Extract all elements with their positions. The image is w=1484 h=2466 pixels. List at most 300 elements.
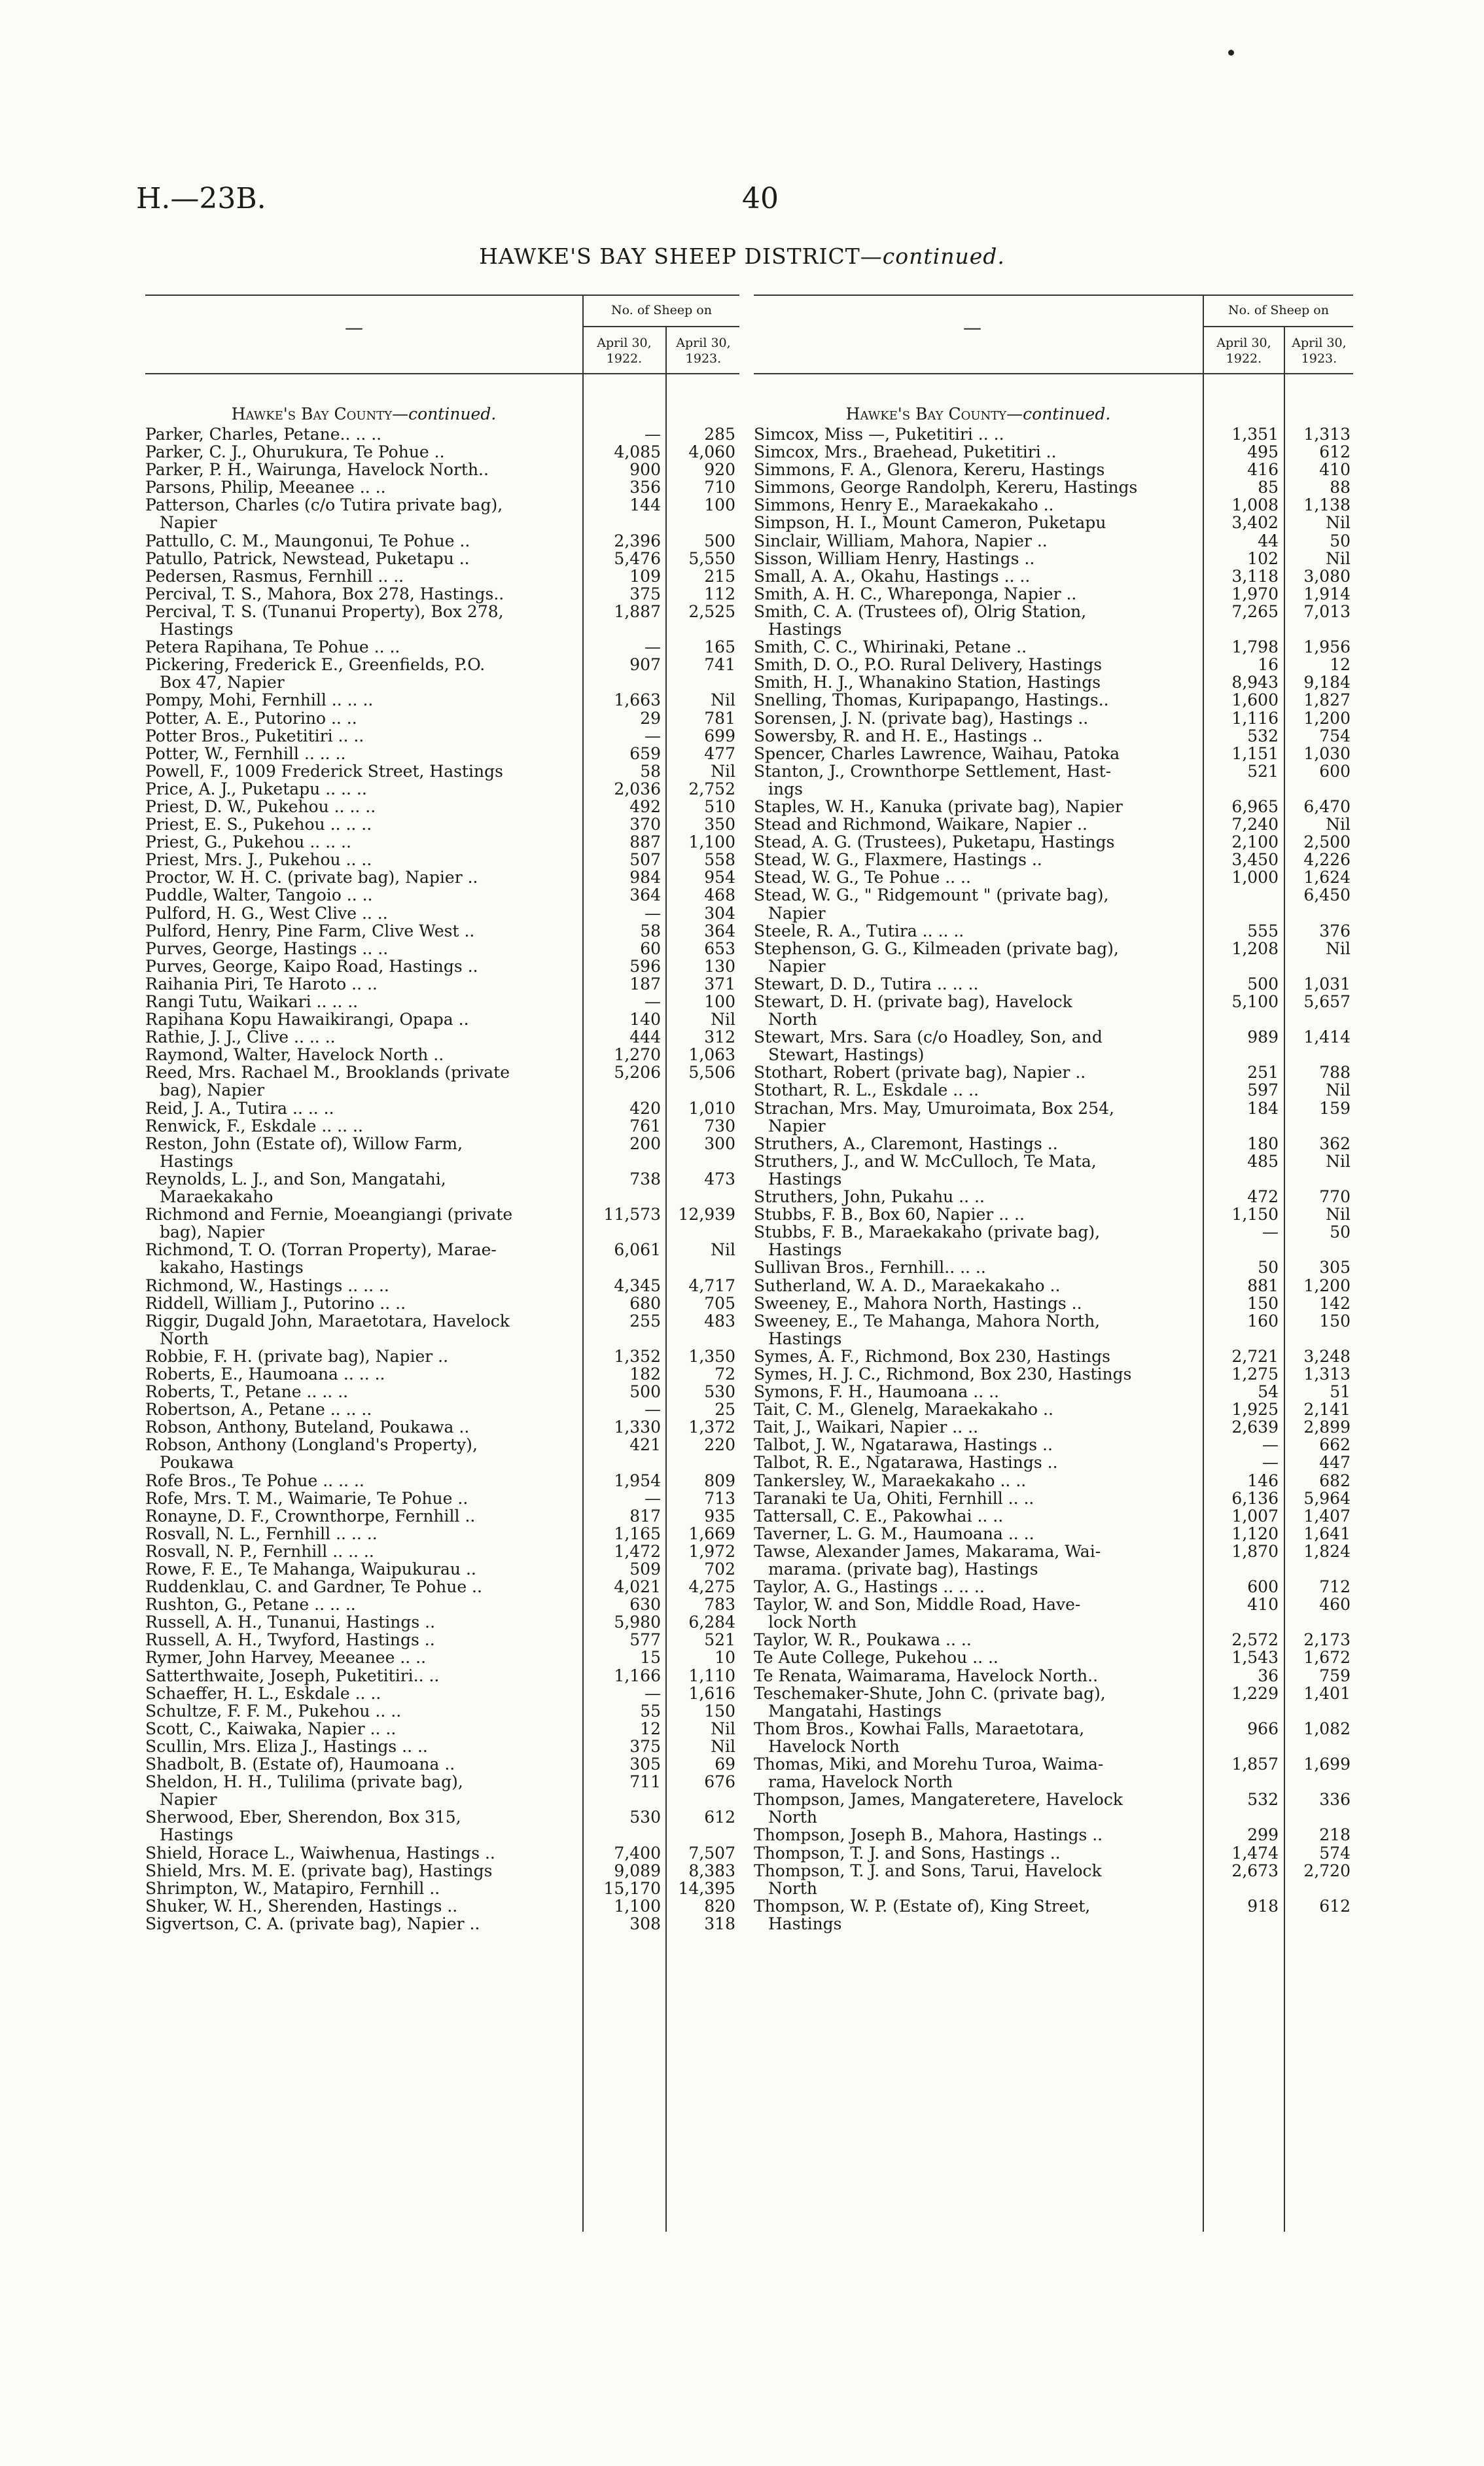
table-row xyxy=(145,461,739,478)
sheep-1922: 1,663 xyxy=(614,690,661,710)
table-row xyxy=(145,815,739,833)
entry-line: Stewart, D. D., Tutira .. .. .. xyxy=(754,974,979,993)
entry-continuation: Napier xyxy=(768,1116,826,1135)
sheep-1922: 500 xyxy=(629,1382,661,1402)
entry-line: Satterthwaite, Joseph, Puketitiri.. .. xyxy=(145,1666,440,1685)
row-name xyxy=(145,1365,574,1383)
entry-line: Priest, G., Pukehou .. .. .. xyxy=(145,832,351,852)
sheep-1923: Nil xyxy=(1326,1081,1351,1100)
entry-line: Thompson, T. J. and Sons, Hastings .. xyxy=(754,1843,1061,1863)
sheep-1922: 150 xyxy=(1247,1293,1279,1313)
row-name xyxy=(754,1826,1195,1844)
sheep-1923: Nil xyxy=(711,1719,735,1738)
entry-continuation: North xyxy=(768,1878,818,1898)
table-row xyxy=(754,1454,1353,1471)
row-name xyxy=(145,1649,574,1666)
table-row xyxy=(754,1490,1353,1507)
sheep-1923: 7,507 xyxy=(688,1843,735,1863)
sheep-1922: 1,600 xyxy=(1231,690,1279,710)
table-row xyxy=(145,656,739,691)
table-row xyxy=(754,833,1353,851)
entry-continuation: North xyxy=(768,1808,818,1827)
row-name xyxy=(754,851,1195,868)
section-heading: Hawke's Bay County—continued. xyxy=(231,404,497,423)
row-name xyxy=(145,1401,574,1418)
row-name xyxy=(145,1295,574,1312)
table-row xyxy=(754,727,1353,745)
table-row xyxy=(754,1206,1353,1223)
table-row xyxy=(754,1223,1353,1259)
entry-line: Thomas, Miki, and Morehu Turoa, Waima- xyxy=(754,1755,1104,1774)
entry-line: Taranaki te Ua, Ohiti, Fernhill .. .. xyxy=(754,1488,1034,1508)
table-row xyxy=(145,425,739,443)
table-row xyxy=(754,1312,1353,1348)
entry-line: Schaeffer, H. L., Eskdale .. .. xyxy=(145,1683,381,1703)
sheep-1922: 887 xyxy=(629,832,661,852)
row-name xyxy=(754,1401,1195,1418)
entry-continuation: Napier xyxy=(160,1790,217,1810)
entry-continuation: Hastings xyxy=(160,620,234,639)
entry-line: Taylor, W. and Son, Middle Road, Have- xyxy=(754,1595,1081,1615)
entry-line: Thompson, W. P. (Estate of), King Street, xyxy=(754,1896,1091,1916)
sheep-1922: 102 xyxy=(1247,548,1279,568)
sheep-1922: 375 xyxy=(629,1736,661,1756)
sheep-1922: 1,165 xyxy=(614,1524,661,1543)
table-row xyxy=(145,1578,739,1596)
entry-line: Purves, George, Hastings .. .. xyxy=(145,938,389,958)
row-name xyxy=(754,1631,1195,1649)
row-name xyxy=(145,585,574,603)
table-row xyxy=(145,1631,739,1649)
row-name xyxy=(754,1649,1195,1666)
left-table xyxy=(145,295,739,2284)
sheep-1922: — xyxy=(645,992,661,1011)
row-name xyxy=(754,1188,1195,1206)
table-row xyxy=(145,478,739,496)
row-name xyxy=(754,1543,1195,1578)
sheep-1923: 1,914 xyxy=(1303,584,1351,603)
sheep-1922: 881 xyxy=(1247,1276,1279,1295)
table-row xyxy=(145,585,739,603)
entry-line: Stanton, J., Crownthorpe Settlement, Hast- xyxy=(754,761,1112,781)
row-name xyxy=(754,603,1195,638)
sheep-1922: 1,925 xyxy=(1231,1400,1279,1420)
table-row xyxy=(145,886,739,904)
sheep-1922: 305 xyxy=(629,1755,661,1774)
entry-line: Proctor, W. H. C. (private bag), Napier .. xyxy=(145,868,478,887)
sheep-1922: 1,000 xyxy=(1231,868,1279,887)
row-name xyxy=(145,1613,574,1631)
table-row xyxy=(145,780,739,798)
sheep-1923: 1,110 xyxy=(688,1666,735,1685)
entry-line: Rymer, John Harvey, Meeanee .. .. xyxy=(145,1648,427,1668)
table-row xyxy=(145,1365,739,1383)
sheep-1922: 1,474 xyxy=(1231,1843,1279,1863)
sheep-1922: 3,118 xyxy=(1231,566,1279,586)
row-name xyxy=(145,1206,574,1241)
row-name xyxy=(145,1844,574,1862)
table-row xyxy=(145,1010,739,1028)
table-row xyxy=(145,1667,739,1685)
sheep-1922: 364 xyxy=(629,885,661,905)
sheep-1923: 510 xyxy=(704,796,735,816)
entry-line: Russell, A. H., Tunanui, Hastings .. xyxy=(145,1613,436,1632)
sheep-1923: 51 xyxy=(1330,1382,1351,1402)
table-row xyxy=(145,1241,739,1276)
sheep-1923: 1,669 xyxy=(688,1524,735,1543)
page-title: HAWKE'S BAY SHEEP DISTRICT—continued. xyxy=(479,243,1005,269)
entry-line: Taylor, A. G., Hastings .. .. .. xyxy=(754,1577,985,1597)
sheep-1922: 1,543 xyxy=(1231,1648,1279,1668)
sheep-1922: 1,007 xyxy=(1231,1506,1279,1526)
entry-line: Sweeney, E., Mahora North, Hastings .. xyxy=(754,1293,1082,1313)
table-row xyxy=(754,1596,1353,1631)
entry-line: Sisson, William Henry, Hastings .. xyxy=(754,548,1035,568)
sheep-1923: 710 xyxy=(704,478,735,497)
sheep-1922: 630 xyxy=(629,1595,661,1615)
table-top-rule xyxy=(145,295,739,296)
sheep-1923: 483 xyxy=(704,1311,735,1331)
entry-line: Stewart, D. H. (private bag), Havelock xyxy=(754,992,1072,1011)
entry-line: Potter, W., Fernhill .. .. .. xyxy=(145,743,346,763)
entry-line: Priest, D. W., Pukehou .. .. .. xyxy=(145,796,376,816)
table-row xyxy=(145,1063,739,1099)
table-row xyxy=(754,1383,1353,1401)
row-name xyxy=(754,1383,1195,1401)
entry-line: Sweeney, E., Te Mahanga, Mahora North, xyxy=(754,1311,1101,1331)
table-row xyxy=(754,603,1353,638)
row-name xyxy=(754,1259,1195,1276)
sheep-1922: 1,166 xyxy=(614,1666,661,1685)
row-name xyxy=(145,1525,574,1543)
row-name xyxy=(145,1046,574,1063)
entry-continuation: Box 47, Napier xyxy=(160,673,285,692)
sheep-1922: 85 xyxy=(1258,478,1279,497)
row-name xyxy=(145,1667,574,1685)
entry-line: Priest, E. S., Pukehou .. .. .. xyxy=(145,815,372,834)
sheep-1922: 6,965 xyxy=(1231,796,1279,816)
entry-line: Smith, D. O., P.O. Rural Delivery, Hastings xyxy=(754,655,1103,675)
row-name xyxy=(145,443,574,461)
table-row xyxy=(754,1507,1353,1525)
entry-continuation: Hastings xyxy=(768,1169,842,1188)
row-name xyxy=(145,1507,574,1525)
entry-line: Potter Bros., Puketitiri .. .. xyxy=(145,726,364,745)
row-name xyxy=(754,1277,1195,1295)
sheep-1922: 1,229 xyxy=(1231,1683,1279,1703)
sheep-1923: 6,284 xyxy=(688,1613,735,1632)
entry-continuation: Poukawa xyxy=(160,1453,234,1473)
table-row xyxy=(754,1153,1353,1188)
sheep-1922: 918 xyxy=(1247,1896,1279,1916)
table-row xyxy=(145,1046,739,1063)
row-name xyxy=(754,745,1195,762)
table-row xyxy=(145,1170,739,1206)
entry-line: Rapihana Kopu Hawaikirangi, Opapa .. xyxy=(145,1010,469,1029)
row-name xyxy=(145,603,574,638)
sheep-1922: 15 xyxy=(640,1648,661,1668)
row-name xyxy=(145,1418,574,1436)
sheep-1923: 300 xyxy=(704,1134,735,1153)
entry-line: Talbot, R. E., Ngatarawa, Hastings .. xyxy=(754,1453,1058,1473)
entry-line: Taverner, L. G. M., Haumoana .. .. xyxy=(754,1524,1034,1543)
entry-continuation: lock North xyxy=(768,1613,857,1632)
row-name xyxy=(754,550,1195,567)
table-row xyxy=(754,1897,1353,1933)
header-col-1922: April 30, 1922. xyxy=(597,336,652,366)
table-row xyxy=(754,940,1353,975)
table-row xyxy=(754,815,1353,833)
row-name xyxy=(754,1596,1195,1631)
sheep-1923: 364 xyxy=(704,921,735,940)
row-name xyxy=(145,815,574,833)
table-row xyxy=(145,1312,739,1348)
sheep-1922: — xyxy=(645,903,661,923)
sheep-1922: 16 xyxy=(1258,655,1279,675)
sheep-1923: 6,470 xyxy=(1303,796,1351,816)
table-row xyxy=(145,1099,739,1117)
sheep-1922: 761 xyxy=(629,1116,661,1135)
table-row xyxy=(754,691,1353,709)
table-row xyxy=(145,904,739,922)
sheep-1922: 2,639 xyxy=(1231,1418,1279,1437)
sheep-1923: 1,372 xyxy=(688,1418,735,1437)
sheep-1922: 251 xyxy=(1247,1063,1279,1082)
sheep-1923: 72 xyxy=(715,1364,735,1384)
sheep-1922: 36 xyxy=(1258,1666,1279,1685)
row-name xyxy=(754,673,1195,691)
sheep-1923: 699 xyxy=(704,726,735,745)
entry-line: Robson, Anthony, Buteland, Poukawa .. xyxy=(145,1418,470,1437)
table-row xyxy=(145,1738,739,1755)
entry-line: Parker, C. J., Ohurukura, Te Pohue .. xyxy=(145,442,445,462)
sheep-1922: 1,100 xyxy=(614,1896,661,1916)
table-row xyxy=(754,1401,1353,1418)
sheep-1923: 312 xyxy=(704,1028,735,1047)
row-name xyxy=(754,514,1195,531)
sheep-1922: 29 xyxy=(640,708,661,728)
table-row xyxy=(754,1826,1353,1844)
table-row xyxy=(754,1295,1353,1312)
entry-line: Roberts, E., Haumoana .. .. .. xyxy=(145,1364,385,1384)
entry-line: Purves, George, Kaipo Road, Hastings .. xyxy=(145,956,478,976)
row-name xyxy=(754,1081,1195,1099)
table-row xyxy=(145,993,739,1010)
row-name xyxy=(145,1170,574,1206)
sheep-1922: 444 xyxy=(629,1028,661,1047)
row-name xyxy=(145,425,574,443)
entry-line: Struthers, John, Pukahu .. .. xyxy=(754,1187,985,1207)
sheep-1923: 150 xyxy=(704,1701,735,1721)
sheep-1923: 3,248 xyxy=(1303,1346,1351,1366)
entry-line: Pulford, Henry, Pine Farm, Clive West .. xyxy=(145,921,475,940)
sheep-1923: 783 xyxy=(704,1595,735,1615)
row-name xyxy=(145,833,574,851)
sheep-1922: — xyxy=(1262,1223,1279,1242)
sheep-1923: 2,173 xyxy=(1303,1630,1351,1650)
row-name xyxy=(145,762,574,780)
sheep-1923: 14,395 xyxy=(678,1878,735,1898)
table-row xyxy=(145,691,739,709)
sheep-1923: 4,275 xyxy=(688,1577,735,1597)
table-row xyxy=(145,922,739,940)
sheep-1922: 1,151 xyxy=(1231,743,1279,763)
entry-line: Shuker, W. H., Sherenden, Hastings .. xyxy=(145,1896,458,1916)
entry-line: Richmond, W., Hastings .. .. .. xyxy=(145,1276,389,1295)
table-row xyxy=(145,1844,739,1862)
sheep-1923: 165 xyxy=(704,637,735,657)
sheep-1923: 218 xyxy=(1319,1825,1351,1845)
table-row xyxy=(145,1135,739,1170)
row-name xyxy=(754,1418,1195,1436)
sheep-1922: 146 xyxy=(1247,1471,1279,1490)
entry-line: Symes, H. J. C., Richmond, Box 230, Hastings xyxy=(754,1364,1132,1384)
table-row xyxy=(754,585,1353,603)
row-name xyxy=(754,1223,1195,1259)
entry-line: Smith, C. C., Whirinaki, Petane .. xyxy=(754,637,1027,657)
sheep-1923: 612 xyxy=(704,1808,735,1827)
sheep-1923: 6,450 xyxy=(1303,885,1351,905)
row-name xyxy=(754,1153,1195,1188)
sheep-1922: 7,240 xyxy=(1231,815,1279,834)
table-row xyxy=(754,567,1353,585)
table-row xyxy=(145,727,739,745)
row-name xyxy=(754,815,1195,833)
sheep-1923: 4,226 xyxy=(1303,850,1351,870)
table-row xyxy=(754,656,1353,673)
sheep-1922: 1,351 xyxy=(1231,425,1279,444)
table-row xyxy=(754,1525,1353,1543)
sheep-1922: — xyxy=(645,637,661,657)
row-name xyxy=(754,425,1195,443)
section-heading: Hawke's Bay County—continued. xyxy=(845,404,1111,423)
sheep-1923: 468 xyxy=(704,885,735,905)
table-row xyxy=(754,496,1353,514)
entry-line: Pickering, Frederick E., Greenfields, P.O. xyxy=(145,655,486,675)
entry-line: Rowe, F. E., Te Mahanga, Waipukurau .. xyxy=(145,1560,476,1579)
row-name xyxy=(145,1010,574,1028)
speck-mark xyxy=(1228,50,1234,56)
entry-line: Stead, W. G., Te Pohue .. .. xyxy=(754,868,971,887)
table-row xyxy=(754,1631,1353,1649)
entry-line: Snelling, Thomas, Kuripapango, Hastings.. xyxy=(754,690,1109,710)
table-row xyxy=(754,1028,1353,1063)
sheep-1922: 532 xyxy=(1247,1790,1279,1810)
sheep-1923: 69 xyxy=(715,1755,735,1774)
entry-line: Stubbs, F. B., Box 60, Napier .. .. xyxy=(754,1205,1025,1224)
row-name xyxy=(754,1436,1195,1454)
entry-continuation: Maraekakaho xyxy=(160,1187,274,1207)
table-row xyxy=(145,1507,739,1525)
sheep-1923: 1,624 xyxy=(1303,868,1351,887)
row-name xyxy=(754,638,1195,656)
sheep-1923: 5,550 xyxy=(688,548,735,568)
entry-line: Parsons, Philip, Meeanee .. .. xyxy=(145,478,386,497)
row-name xyxy=(145,745,574,762)
sheep-1923: 1,824 xyxy=(1303,1541,1351,1561)
right-rows xyxy=(754,425,1353,1933)
entry-line: Thompson, James, Mangateretere, Havelock xyxy=(754,1790,1123,1810)
sheep-1923: 1,672 xyxy=(1303,1648,1351,1668)
sheep-1923: 1,972 xyxy=(688,1541,735,1561)
table-row xyxy=(754,1578,1353,1596)
sheep-1923: 1,641 xyxy=(1303,1524,1351,1543)
entry-line: Raymond, Walter, Havelock North .. xyxy=(145,1045,444,1065)
row-name xyxy=(145,1490,574,1507)
sheep-1923: 1,616 xyxy=(688,1683,735,1703)
entry-line: Parker, P. H., Wairunga, Havelock North.. xyxy=(145,460,489,480)
sheep-1923: 88 xyxy=(1330,478,1351,497)
table-row xyxy=(145,851,739,868)
row-name xyxy=(145,1383,574,1401)
table-row xyxy=(754,1844,1353,1862)
entry-line: Symes, A. F., Richmond, Box 230, Hastings xyxy=(754,1346,1110,1366)
entry-line: Price, A. J., Puketapu .. .. .. xyxy=(145,779,367,798)
sheep-1923: 50 xyxy=(1330,1223,1351,1242)
row-name xyxy=(145,940,574,957)
sheep-1923: 713 xyxy=(704,1488,735,1508)
table-top-rule xyxy=(754,295,1353,296)
row-name xyxy=(145,656,574,691)
sheep-1922: 416 xyxy=(1247,460,1279,480)
sheep-1922: 1,116 xyxy=(1231,708,1279,728)
table-row xyxy=(754,1418,1353,1436)
row-name xyxy=(145,1738,574,1755)
entry-line: Patullo, Patrick, Newstead, Puketapu .. xyxy=(145,548,470,568)
row-name xyxy=(145,1915,574,1933)
sheep-1923: 1,082 xyxy=(1303,1719,1351,1738)
entry-line: Stewart, Mrs. Sara (c/o Hoadley, Son, and xyxy=(754,1028,1103,1047)
sheep-1923: 4,717 xyxy=(688,1276,735,1295)
entry-line: Renwick, F., Eskdale .. .. .. xyxy=(145,1116,363,1135)
table-row xyxy=(754,514,1353,531)
entry-line: Thompson, T. J. and Sons, Tarui, Havelock xyxy=(754,1861,1102,1880)
sheep-1922: 500 xyxy=(1247,974,1279,993)
sheep-1923: 8,383 xyxy=(688,1861,735,1880)
entry-line: Smith, A. H. C., Whareponga, Napier .. xyxy=(754,584,1077,603)
sheep-1922: 555 xyxy=(1247,921,1279,940)
entry-line: Shield, Horace L., Waiwhenua, Hastings .. xyxy=(145,1843,495,1863)
sheep-1923: 730 xyxy=(704,1116,735,1135)
row-name xyxy=(145,1312,574,1348)
row-name xyxy=(145,1631,574,1649)
table-row xyxy=(145,567,739,585)
sheep-1923: 1,414 xyxy=(1303,1028,1351,1047)
row-name xyxy=(754,532,1195,550)
entry-line: Sigvertson, C. A. (private bag), Napier .. xyxy=(145,1914,480,1933)
sheep-1923: 7,013 xyxy=(1303,601,1351,621)
sheep-1922: 485 xyxy=(1247,1151,1279,1171)
sheep-1923: 112 xyxy=(704,584,735,603)
table-row xyxy=(754,1755,1353,1791)
sheep-1922: 5,206 xyxy=(614,1063,661,1082)
sheep-1923: 920 xyxy=(704,460,735,480)
row-name xyxy=(145,1773,574,1808)
table-row xyxy=(754,532,1353,550)
entry-line: Robertson, A., Petane .. .. .. xyxy=(145,1400,372,1420)
table-row xyxy=(145,550,739,567)
table-row xyxy=(754,1365,1353,1383)
table-row xyxy=(145,1418,739,1436)
sheep-1923: 215 xyxy=(704,566,735,586)
sheep-1922: 5,100 xyxy=(1231,992,1279,1011)
row-name xyxy=(145,727,574,745)
row-name xyxy=(754,1063,1195,1081)
sheep-1922: 144 xyxy=(629,495,661,515)
table-row xyxy=(754,1472,1353,1490)
sheep-1923: 5,657 xyxy=(1303,992,1351,1011)
table-row xyxy=(145,496,739,531)
